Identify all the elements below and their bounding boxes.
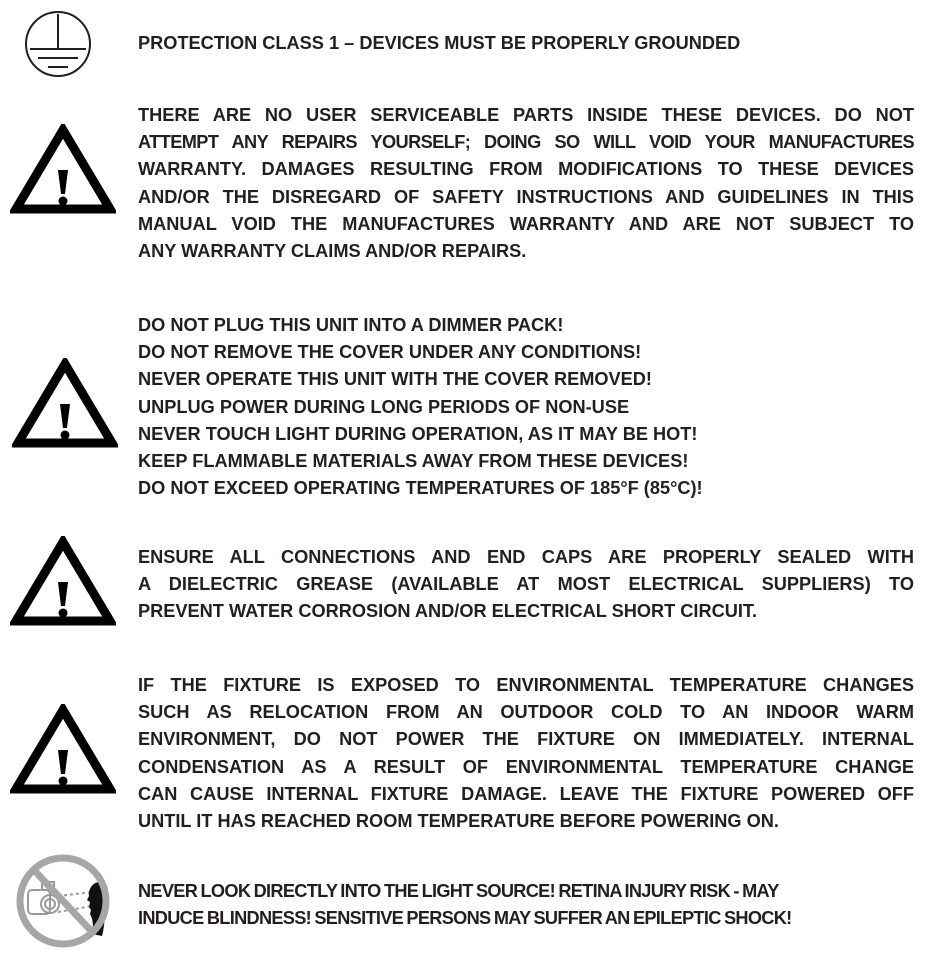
protective-earth-ground-icon (24, 10, 92, 78)
text-line: A DIELECTRIC GREASE (AVAILABLE AT MOST ELECTRICAL SUPPLIERS) TO (138, 574, 914, 595)
text-line: UNTIL IT HAS REACHED ROOM TEMPERATURE BEFORE POWERING ON. (138, 811, 779, 832)
light-source-eye-warning (138, 878, 914, 932)
text-line: PREVENT WATER CORROSION AND/OR ELECTRICAL SHORT CIRCUIT. (138, 601, 758, 622)
text-line: THERE ARE NO USER SERVICEABLE PARTS INSIDE THESE DEVICES. DO NOT (138, 105, 914, 125)
text-line: WARRANTY. DAMAGES RESULTING FROM MODIFICATIONS TO THESE DEVICES (138, 159, 914, 180)
text-line: PROTECTION CLASS 1 – DEVICES MUST BE PROPERLY GROUNDED (138, 33, 741, 53)
text-line: UNPLUG POWER DURING LONG PERIODS OF NON-USE (138, 396, 630, 417)
text-line: NEVER OPERATE THIS UNIT WITH THE COVER REMOVED! (138, 369, 652, 390)
dimmer-cover-heat-warnings (138, 312, 914, 502)
protection-class-notice (138, 30, 914, 57)
text-line: NEVER TOUCH LIGHT DURING OPERATION, AS IT MAY BE HOT! (138, 423, 698, 444)
text-line: SUCH AS RELOCATION FROM AN OUTDOOR COLD TO AN INDOOR WARM (138, 702, 914, 723)
text-line: DO NOT REMOVE THE COVER UNDER ANY CONDITIONS! (138, 342, 642, 363)
text-line: MANUAL VOID THE MANUFACTURES WARRANTY AND ARE NOT SUBJECT TO (138, 213, 914, 234)
text-line: DO NOT EXCEED OPERATING TEMPERATURES OF 185°F (85°C)! (138, 478, 703, 499)
text-line: NEVER LOOK DIRECTLY INTO THE LIGHT SOURCE! RETINA INJURY RISK - MAY (138, 881, 779, 901)
text-line: CONDENSATION AS A RESULT OF ENVIRONMENTAL TEMPERATURE CHANGE (138, 756, 914, 777)
text-line: INDUCE BLINDNESS! SENSITIVE PERSONS MAY SUFFER AN EPILEPTIC SHOCK! (138, 908, 792, 929)
text-line: DO NOT PLUG THIS UNIT INTO A DIMMER PACK! (138, 315, 564, 335)
warning-triangle-icon (10, 124, 116, 214)
dielectric-grease-notice (138, 544, 914, 626)
text-line: KEEP FLAMMABLE MATERIALS AWAY FROM THESE DEVICES! (138, 451, 689, 472)
warning-triangle-icon (12, 358, 118, 448)
no-looking-into-light-icon (14, 852, 112, 950)
text-line: AND/OR THE DISREGARD OF SAFETY INSTRUCTIONS AND GUIDELINES IN THIS (138, 186, 914, 207)
text-line: ATTEMPT ANY REPAIRS YOURSELF; DOING SO WILL VOID YOUR MANUFACTURES (138, 132, 914, 153)
warning-triangle-icon (10, 704, 116, 794)
text-line: ANY WARRANTY CLAIMS AND/OR REPAIRS. (138, 241, 527, 262)
text-line: CAN CAUSE INTERNAL FIXTURE DAMAGE. LEAVE THE FIXTURE POWERED OFF (138, 783, 914, 804)
text-line: ENVIRONMENT, DO NOT POWER THE FIXTURE ON IMMEDIATELY. INTERNAL (138, 729, 914, 750)
warning-triangle-icon (10, 536, 116, 626)
text-line: ENSURE ALL CONNECTIONS AND END CAPS ARE PROPERLY SEALED WITH (138, 547, 914, 567)
condensation-warning (138, 672, 914, 835)
no-user-serviceable-parts-warning (138, 102, 914, 265)
text-line: IF THE FIXTURE IS EXPOSED TO ENVIRONMENTAL TEMPERATURE CHANGES (138, 675, 914, 695)
